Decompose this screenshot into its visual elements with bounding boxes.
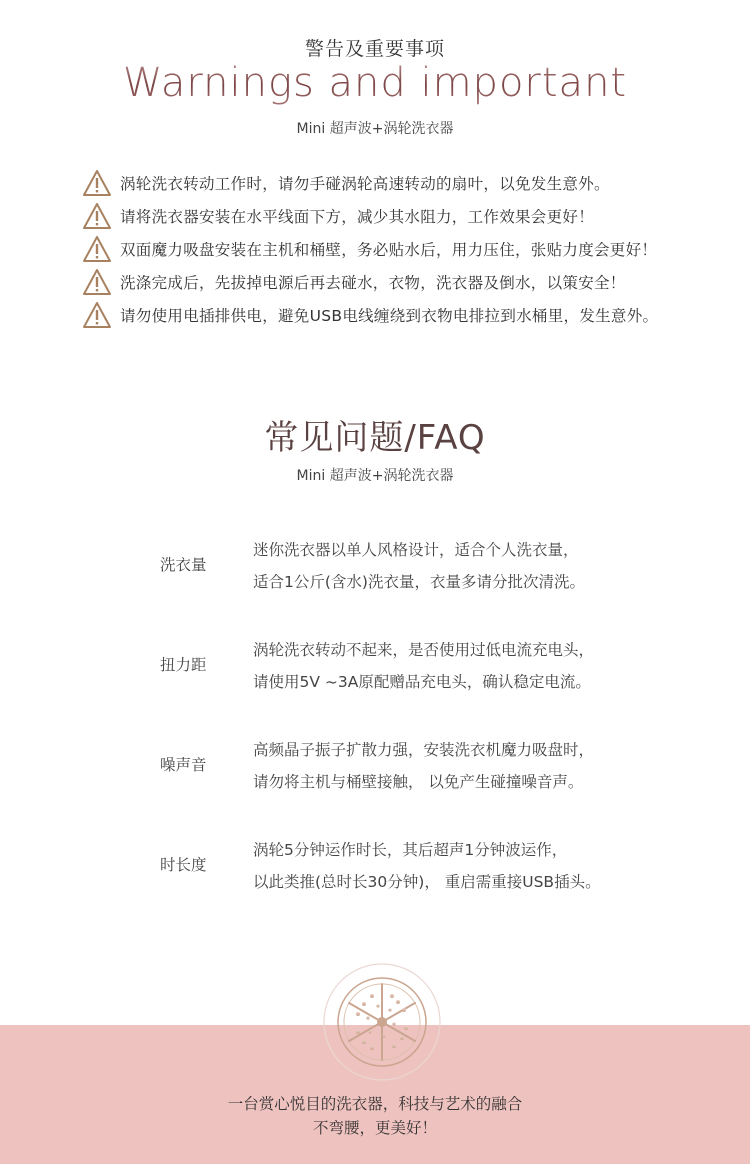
warning-item bbox=[82, 199, 722, 232]
footer-tagline: 不弯腰，更美好！ bbox=[312, 1119, 437, 1137]
faq-title: 常见问题/FAQ bbox=[264, 418, 486, 458]
warning-item bbox=[82, 265, 722, 298]
warning-text: 请将洗衣器安装在水平线面下方，减少其水阻力，工作效果会更好！ bbox=[120, 207, 595, 226]
footer-slogan: 一台赏心悦目的洗衣器，科技与艺术的融合 bbox=[227, 1095, 523, 1113]
faq-item-duration bbox=[0, 828, 750, 908]
faq-answer-line: 涡轮5分钟运作时长，其后超声1分钟波运作， bbox=[253, 841, 568, 859]
warnings-subtitle: Mini 超声波+涡轮洗衣器 bbox=[296, 121, 454, 137]
faq-label: 洗衣量 bbox=[160, 556, 207, 574]
faq-answer-line: 以此类推(总时长30分钟)， 重启需重接USB插头。 bbox=[253, 873, 601, 891]
warning-icon bbox=[82, 268, 112, 296]
warnings-title-cn: 警告及重要事项 bbox=[304, 38, 445, 60]
warning-item bbox=[82, 232, 722, 265]
faq-item-torque bbox=[0, 628, 750, 708]
warning-text: 双面魔力吸盘安装在主机和桶壁，务必贴水后，用力压住，张贴力度会更好！ bbox=[120, 240, 658, 259]
warning-icon bbox=[82, 301, 112, 329]
warning-text: 请勿使用电插排供电，避免USB电线缠绕到衣物电排拉到水桶里，发生意外。 bbox=[120, 306, 659, 325]
faq-label: 时长度 bbox=[160, 856, 207, 874]
warnings-list bbox=[82, 166, 722, 331]
warning-item bbox=[82, 298, 722, 331]
warning-text: 涡轮洗衣转动工作时，请勿手碰涡轮高速转动的扇叶，以免发生意外。 bbox=[120, 174, 610, 193]
faq-answer-line: 迷你洗衣器以单人风格设计，适合个人洗衣量， bbox=[253, 541, 579, 559]
faq-item-noise bbox=[0, 728, 750, 808]
warning-icon bbox=[82, 202, 112, 230]
faq-answer-line: 请使用5V ~3A原配赠品充电头，确认稳定电流。 bbox=[253, 673, 591, 691]
warning-text: 洗涤完成后，先拔掉电源后再去碰水，衣物，洗衣器及倒水，以策安全！ bbox=[120, 273, 626, 292]
faq-label: 扭力距 bbox=[160, 656, 207, 674]
faq-answer-line: 高频晶子振子扩散力强，安装洗衣机魔力吸盘时， bbox=[253, 741, 595, 759]
warning-item bbox=[82, 166, 722, 199]
faq-answer-line: 适合1公斤(含水)洗衣量，衣量多请分批次清洗。 bbox=[253, 573, 585, 591]
faq-answer-line: 请勿将主机与桶壁接触， 以免产生碰撞噪音声。 bbox=[253, 773, 584, 791]
faq-answer-line: 涡轮洗衣转动不起来，是否使用过低电流充电头， bbox=[253, 641, 595, 659]
faq-label: 噪声音 bbox=[160, 756, 207, 774]
faq-item-capacity bbox=[0, 528, 750, 608]
warning-icon bbox=[82, 235, 112, 263]
faq-subtitle: Mini 超声波+涡轮洗衣器 bbox=[296, 468, 454, 484]
warning-icon bbox=[82, 169, 112, 197]
turbine-emblem-icon bbox=[322, 962, 442, 1082]
warnings-title-en: Warnings and important bbox=[0, 60, 750, 106]
